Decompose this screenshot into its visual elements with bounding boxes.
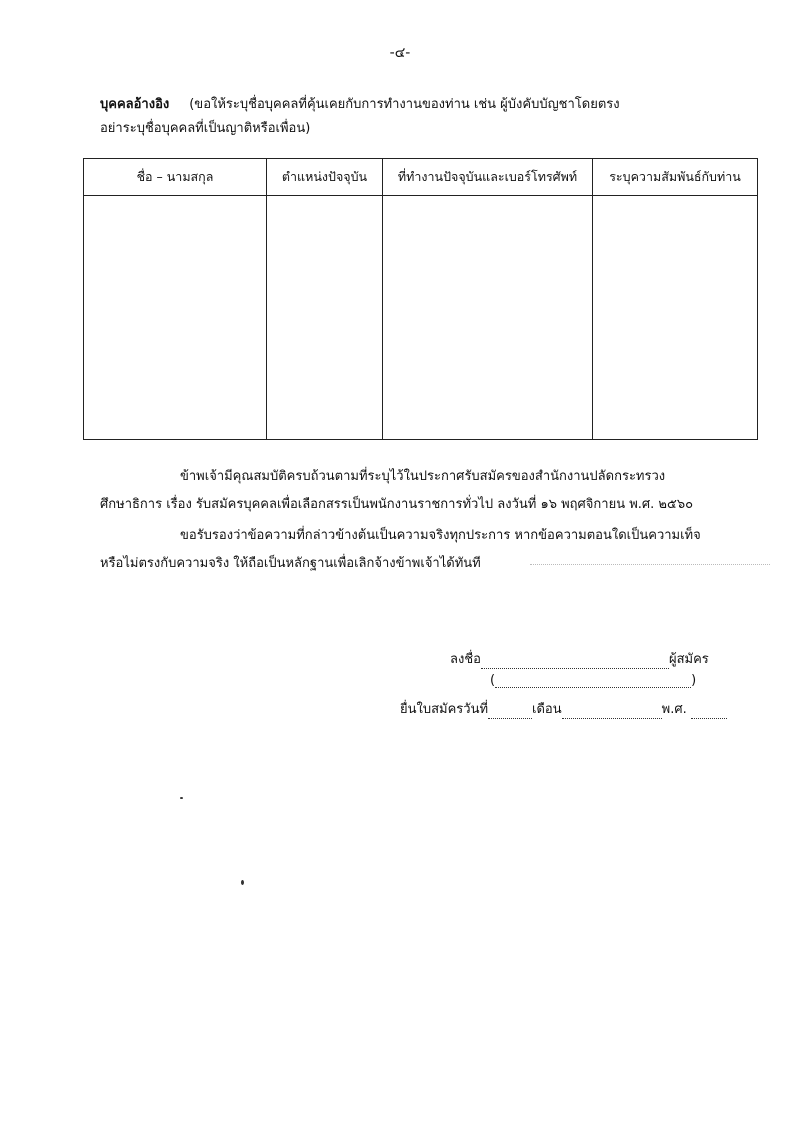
- signature-field[interactable]: [481, 654, 669, 669]
- open-paren: (: [490, 673, 496, 688]
- cell-workplace-phone[interactable]: [383, 196, 593, 440]
- table-header-row: [84, 159, 758, 196]
- year-field[interactable]: [691, 704, 727, 719]
- year-label: พ.ศ.: [661, 702, 687, 717]
- scan-dotted-trail: [530, 564, 770, 565]
- declaration-p1-line2: ศึกษาธิการ เรื่อง รับสมัครบุคคลเพื่อเลือกสรรเป็นพนักงานราชการทั่วไป ลงวันที่ ๑๖ พฤศจิกายน พ.ศ. ๒๕๖๐: [100, 497, 694, 512]
- month-label: เดือน: [532, 702, 562, 717]
- references-heading: [100, 93, 740, 141]
- scan-speck: [241, 880, 244, 885]
- submit-date-label: ยื่นใบสมัครวันที่: [400, 702, 489, 717]
- printed-name-field[interactable]: [495, 673, 691, 688]
- header-workplace-phone: ที่ทำงานปัจจุบันและเบอร์โทรศัพท์: [383, 159, 593, 196]
- signature-line: [450, 648, 709, 669]
- declaration-p2-line1: ขอรับรองว่าข้อความที่กล่าวข้างต้นเป็นความจริงทุกประการ หากข้อความตอนใดเป็นความเท็จ: [180, 528, 701, 543]
- cell-name[interactable]: [84, 196, 267, 440]
- applicant-label: ผู้สมัคร: [668, 652, 709, 667]
- scan-speck: [180, 797, 183, 799]
- declaration-p2-line2: หรือไม่ตรงกับความจริง ให้ถือเป็นหลักฐานเพื่อเลิกจ้างข้าพเจ้าได้ทันที: [100, 556, 481, 571]
- month-field[interactable]: [562, 704, 662, 719]
- cell-relationship[interactable]: [593, 196, 758, 440]
- printed-name-line: [490, 673, 696, 688]
- declaration-paragraph-2: [100, 522, 740, 578]
- page-number: -๔-: [389, 45, 411, 61]
- cell-current-position[interactable]: [267, 196, 383, 440]
- references-table: [83, 158, 758, 440]
- references-instruction-line2: อย่าระบุชื่อบุคคลที่เป็นญาติหรือเพื่อน): [100, 121, 311, 136]
- header-current-position: ตำแหน่งปัจจุบัน: [267, 159, 383, 196]
- day-field[interactable]: [488, 704, 532, 719]
- references-instruction-line1: (ขอให้ระบุชื่อบุคคลที่คุ้นเคยกับการทำงานของท่าน เช่น ผู้บังคับบัญชาโดยตรง: [189, 97, 620, 112]
- references-title: บุคคลอ้างอิง: [100, 97, 170, 112]
- header-name: ชื่อ – นามสกุล: [84, 159, 267, 196]
- declaration-paragraph-1: [100, 463, 740, 519]
- table-row: [84, 196, 758, 440]
- declaration-p1-line1: ข้าพเจ้ามีคุณสมบัติครบถ้วนตามที่ระบุไว้ในประกาศรับสมัครของสำนักงานปลัดกระทรวง: [180, 469, 666, 484]
- close-paren: ): [691, 673, 697, 688]
- sign-label: ลงชื่อ: [450, 652, 481, 667]
- submit-date-line: [400, 698, 727, 719]
- header-relationship: ระบุความสัมพันธ์กับท่าน: [593, 159, 758, 196]
